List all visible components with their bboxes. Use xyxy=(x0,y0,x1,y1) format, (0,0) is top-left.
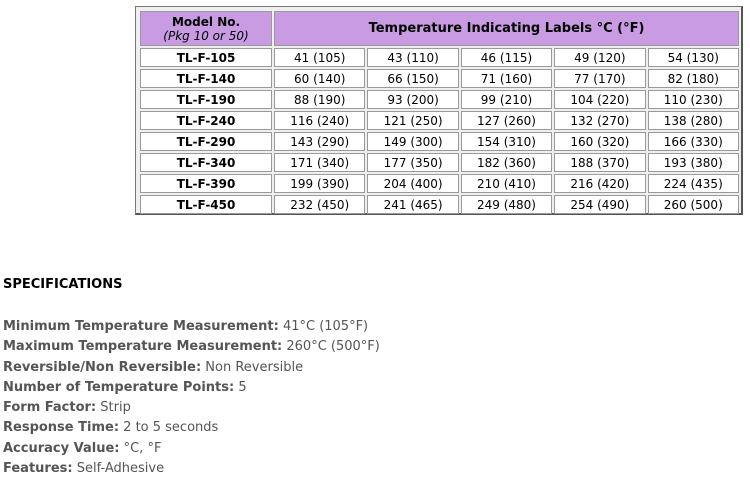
spec-label: Accuracy Value: xyxy=(3,440,120,456)
temperature-value-cell: 41 (105) xyxy=(274,48,365,67)
model-header-label: Model No. xyxy=(171,14,241,29)
model-number-cell: TL-F-390 xyxy=(140,174,272,193)
table-row xyxy=(140,48,739,67)
temperature-value-cell: 60 (140) xyxy=(274,69,365,88)
temperature-value-cell: 188 (370) xyxy=(554,153,645,172)
temperature-value-cell: 127 (260) xyxy=(461,111,552,130)
model-number-cell: TL-F-340 xyxy=(140,153,272,172)
model-number-cell: TL-F-450 xyxy=(140,195,272,214)
temperature-value-cell: 177 (350) xyxy=(367,153,458,172)
spec-label: Form Factor: xyxy=(3,400,97,416)
temperature-value-cell: 43 (110) xyxy=(367,48,458,67)
specifications-list xyxy=(3,317,380,479)
table-row xyxy=(140,90,739,109)
temperature-column-header: Temperature Indicating Labels °C (°F) xyxy=(274,11,739,46)
temperature-table-container xyxy=(135,6,743,215)
temperature-value-cell: 260 (500) xyxy=(648,195,739,214)
temperature-value-cell: 66 (150) xyxy=(367,69,458,88)
spec-item xyxy=(3,358,380,378)
temperature-value-cell: 116 (240) xyxy=(274,111,365,130)
spec-label: Minimum Temperature Measurement: xyxy=(3,319,279,334)
temperature-value-cell: 204 (400) xyxy=(367,174,458,193)
temperature-value-cell: 121 (250) xyxy=(367,111,458,130)
table-row xyxy=(140,195,739,214)
spec-item xyxy=(3,378,380,398)
temperature-value-cell: 216 (420) xyxy=(554,174,645,193)
spec-value: Non Reversible xyxy=(205,359,304,375)
temperature-value-cell: 254 (490) xyxy=(554,195,645,214)
temperature-value-cell: 166 (330) xyxy=(648,132,739,151)
specifications-heading: SPECIFICATIONS xyxy=(3,277,123,292)
spec-item xyxy=(3,337,380,357)
temperature-value-cell: 224 (435) xyxy=(648,174,739,193)
temperature-value-cell: 71 (160) xyxy=(461,69,552,88)
table-row xyxy=(140,153,739,172)
spec-item xyxy=(3,418,380,438)
spec-value: Strip xyxy=(100,400,131,416)
table-row xyxy=(140,111,739,130)
spec-value: °C, °F xyxy=(123,440,162,456)
temperature-value-cell: 46 (115) xyxy=(461,48,552,67)
spec-item xyxy=(3,439,380,459)
spec-value: 2 to 5 seconds xyxy=(123,420,219,436)
spec-label: Features: xyxy=(3,461,73,477)
temperature-value-cell: 232 (450) xyxy=(274,195,365,214)
temperature-value-cell: 49 (120) xyxy=(554,48,645,67)
model-number-cell: TL-F-105 xyxy=(140,48,272,67)
temperature-value-cell: 171 (340) xyxy=(274,153,365,172)
temperature-value-cell: 241 (465) xyxy=(367,195,458,214)
table-header-row xyxy=(140,11,739,46)
temperature-value-cell: 182 (360) xyxy=(461,153,552,172)
temperature-value-cell: 77 (170) xyxy=(554,69,645,88)
temperature-value-cell: 249 (480) xyxy=(461,195,552,214)
temperature-value-cell: 154 (310) xyxy=(461,132,552,151)
spec-label: Number of Temperature Points: xyxy=(3,379,235,395)
temperature-value-cell: 138 (280) xyxy=(648,111,739,130)
temperature-label-table xyxy=(138,9,741,216)
model-column-header xyxy=(140,11,272,46)
temperature-value-cell: 88 (190) xyxy=(274,90,365,109)
table-row xyxy=(140,174,739,193)
temperature-value-cell: 210 (410) xyxy=(461,174,552,193)
temperature-value-cell: 160 (320) xyxy=(554,132,645,151)
temperature-value-cell: 143 (290) xyxy=(274,132,365,151)
spec-value: 41°C (105°F) xyxy=(282,319,369,334)
model-number-cell: TL-F-240 xyxy=(140,111,272,130)
temperature-value-cell: 110 (230) xyxy=(648,90,739,109)
temperature-value-cell: 82 (180) xyxy=(648,69,739,88)
temperature-value-cell: 93 (200) xyxy=(367,90,458,109)
spec-label: Response Time: xyxy=(3,420,120,436)
spec-label: Reversible/Non Reversible: xyxy=(3,359,202,375)
table-body xyxy=(140,48,739,214)
model-number-cell: TL-F-140 xyxy=(140,69,272,88)
spec-item xyxy=(3,317,380,337)
temperature-value-cell: 149 (300) xyxy=(367,132,458,151)
model-number-cell: TL-F-190 xyxy=(140,90,272,109)
spec-item xyxy=(3,398,380,418)
model-package-note: (Pkg 10 or 50) xyxy=(163,28,249,43)
temperature-value-cell: 132 (270) xyxy=(554,111,645,130)
temperature-value-cell: 199 (390) xyxy=(274,174,365,193)
temperature-value-cell: 104 (220) xyxy=(554,90,645,109)
temperature-value-cell: 54 (130) xyxy=(648,48,739,67)
table-row xyxy=(140,132,739,151)
model-number-cell: TL-F-290 xyxy=(140,132,272,151)
spec-value: Self-Adhesive xyxy=(76,461,165,477)
spec-value: 260°C (500°F) xyxy=(286,339,380,355)
spec-label: Maximum Temperature Measurement: xyxy=(3,339,283,355)
table-row xyxy=(140,69,739,88)
spec-value: 5 xyxy=(238,379,247,395)
temperature-value-cell: 193 (380) xyxy=(648,153,739,172)
temperature-value-cell: 99 (210) xyxy=(461,90,552,109)
spec-item xyxy=(3,459,380,479)
